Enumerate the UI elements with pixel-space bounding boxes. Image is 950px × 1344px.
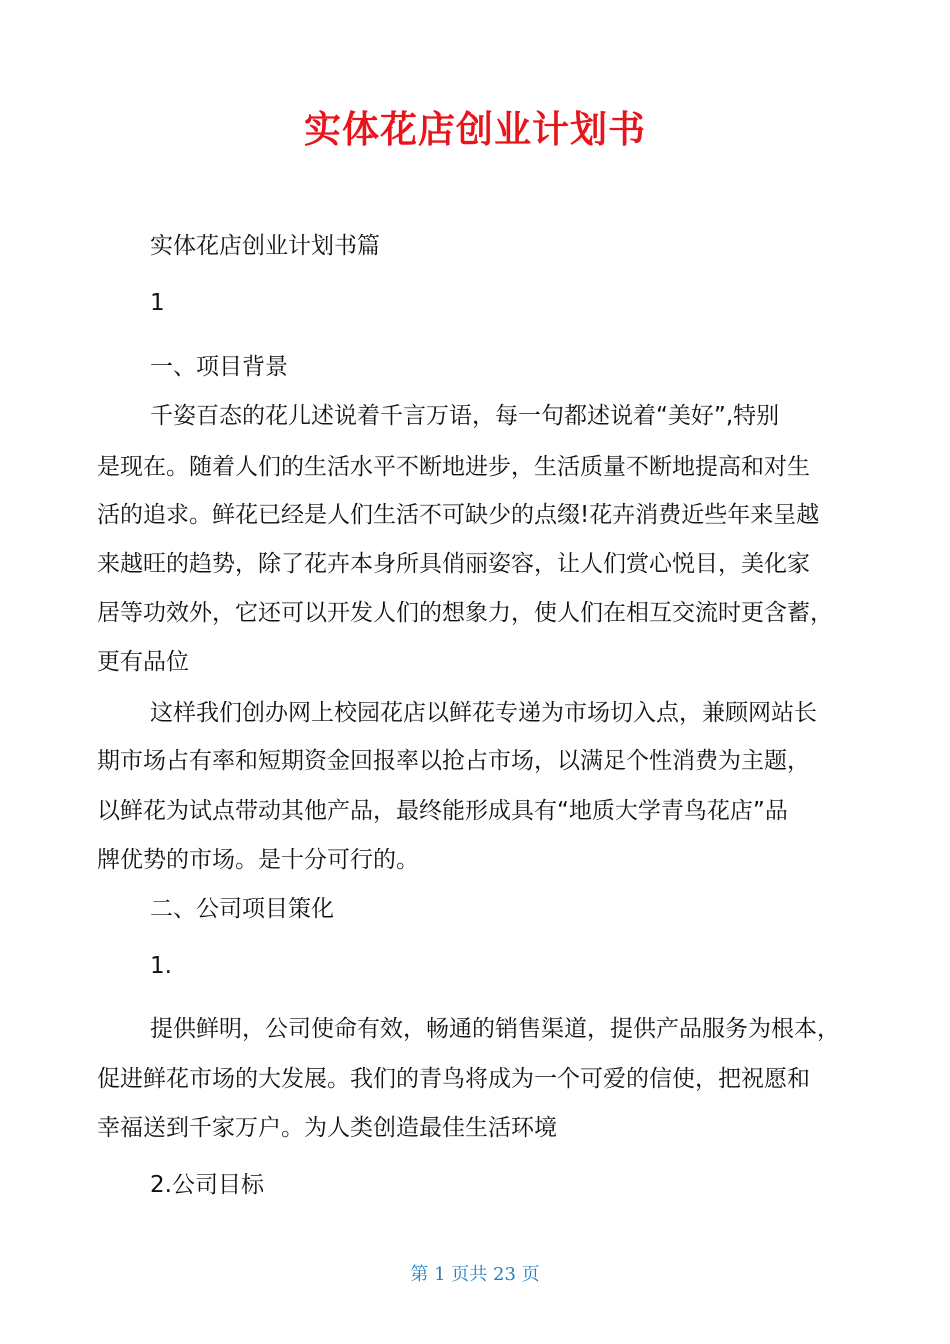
paragraph-line: 千姿百态的花儿述说着千言万语，每一句都述说着“美好”,特别 — [150, 403, 780, 429]
paragraph-line: 以鲜花为试点带动其他产品，最终能形成具有“地质大学青鸟花店”品 — [97, 798, 788, 824]
section-number: 1. — [150, 953, 172, 979]
paragraph-line: 幸福送到千家万户。为人类创造最佳生活环境 — [97, 1115, 557, 1141]
page-footer: 第 1 页共 23 页 — [410, 1264, 540, 1285]
paragraph-line: 更有品位 — [97, 649, 189, 675]
section-number: 1 — [150, 290, 165, 316]
paragraph-line: 牌优势的市场。是十分可行的。 — [97, 847, 419, 873]
subtitle-line: 实体花店创业计划书篇 — [150, 233, 380, 259]
subsection-heading: 2.公司目标 — [150, 1172, 264, 1198]
paragraph-line: 期市场占有率和短期资金回报率以抢占市场，以满足个性消费为主题， — [97, 748, 810, 774]
document-title: 实体花店创业计划书 — [304, 108, 646, 151]
paragraph-line: 提供鲜明，公司使命有效，畅通的销售渠道，提供产品服务为根本， — [150, 1016, 840, 1042]
paragraph-line: 这样我们创办网上校园花店以鲜花专递为市场切入点，兼顾网站长 — [150, 700, 817, 726]
paragraph-line: 活的追求。鲜花已经是人们生活不可缺少的点缀!花卉消费近些年来呈越 — [97, 502, 820, 528]
paragraph-line: 是现在。随着人们的生活水平不断地进步，生活质量不断地提高和对生 — [97, 454, 810, 480]
section-heading: 二、公司项目策化 — [150, 896, 334, 922]
paragraph-line: 促进鲜花市场的大发展。我们的青鸟将成为一个可爱的信使，把祝愿和 — [97, 1066, 810, 1092]
paragraph-line: 居等功效外，它还可以开发人们的想象力，使人们在相互交流时更含蓄， — [97, 600, 833, 626]
paragraph-line: 来越旺的趋势，除了花卉本身所具俏丽姿容，让人们赏心悦目，美化家 — [97, 551, 810, 577]
section-heading: 一、项目背景 — [150, 354, 288, 380]
